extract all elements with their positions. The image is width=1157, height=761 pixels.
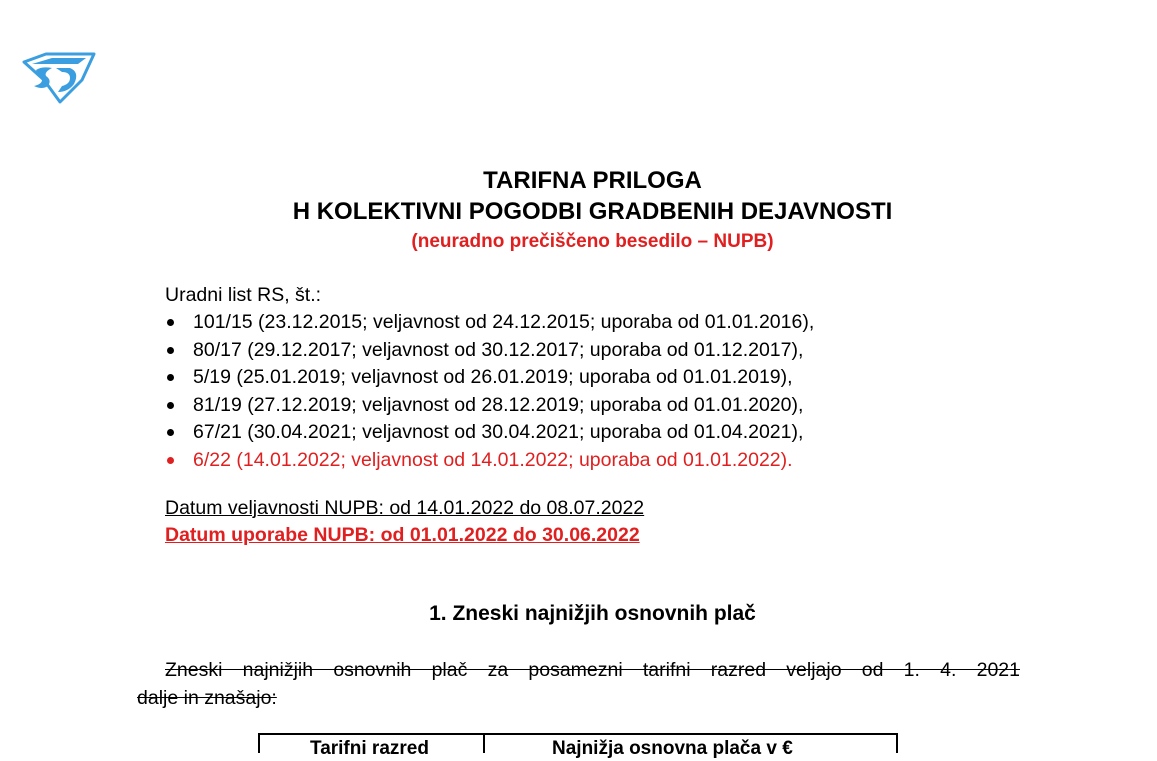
bullet-icon bbox=[167, 402, 174, 409]
list-item-text: 80/17 (29.12.2017; veljavnost od 30.12.2017; uporaba od 01.12.2017), bbox=[193, 338, 804, 361]
table-header-tarifni-razred: Tarifni razred bbox=[310, 738, 429, 759]
sd-shield-logo-icon bbox=[22, 50, 96, 104]
paragraph-line: dalje in znašajo: bbox=[137, 687, 277, 709]
bullet-icon bbox=[167, 347, 174, 354]
list-item bbox=[165, 309, 814, 337]
list-item-text: 6/22 (14.01.2022; veljavnost od 14.01.2022; uporaba od 01.01.2022). bbox=[193, 448, 793, 471]
uradni-list-label: Uradni list RS, št.: bbox=[165, 284, 322, 306]
list-item bbox=[165, 392, 814, 420]
list-item-text: 101/15 (23.12.2015; veljavnost od 24.12.2015; uporaba od 01.01.2016), bbox=[193, 311, 815, 333]
document-title-line2: H KOLEKTIVNI POGODBI GRADBENIH DEJAVNOSTI bbox=[292, 198, 893, 225]
list-item-text: 67/21 (30.04.2021; veljavnost od 30.04.2021; uporaba od 01.04.2021), bbox=[193, 421, 804, 443]
datum-uporabe: Datum uporabe NUPB: od 01.01.2022 do 30.06.2022 bbox=[165, 524, 640, 546]
list-item bbox=[165, 419, 814, 447]
table-header-osnovna-placa: Najnižja osnovna plača v € bbox=[552, 738, 793, 759]
section-heading: 1. Zneski najnižjih osnovnih plač bbox=[429, 602, 756, 625]
bullet-icon bbox=[167, 457, 174, 464]
bullet-icon bbox=[167, 374, 174, 381]
list-item-latest bbox=[165, 447, 814, 475]
list-item bbox=[165, 364, 814, 392]
paragraph-line: Zneski najnižjih osnovnih plač za posamezni tarifni razred veljajo od 1. 4. 2021 bbox=[165, 659, 1020, 681]
document-title: TARIFNA PRILOGA bbox=[483, 167, 702, 194]
bullet-icon bbox=[167, 429, 174, 436]
bullet-icon bbox=[167, 319, 174, 326]
struck-paragraph bbox=[137, 656, 1020, 712]
table-divider bbox=[483, 733, 485, 753]
document-subtitle: (neuradno prečiščeno besedilo – NUPB) bbox=[411, 231, 774, 252]
list-item-text: 5/19 (25.01.2019; veljavnost od 26.01.2019; uporaba od 01.01.2019), bbox=[193, 366, 793, 388]
datum-veljavnosti: Datum veljavnosti NUPB: od 14.01.2022 do 08.07.2022 bbox=[165, 497, 645, 519]
list-item bbox=[165, 337, 814, 365]
uradni-list bbox=[165, 309, 814, 474]
list-item-text: 81/19 (27.12.2019; veljavnost od 28.12.2019; uporaba od 01.01.2020), bbox=[193, 393, 804, 416]
